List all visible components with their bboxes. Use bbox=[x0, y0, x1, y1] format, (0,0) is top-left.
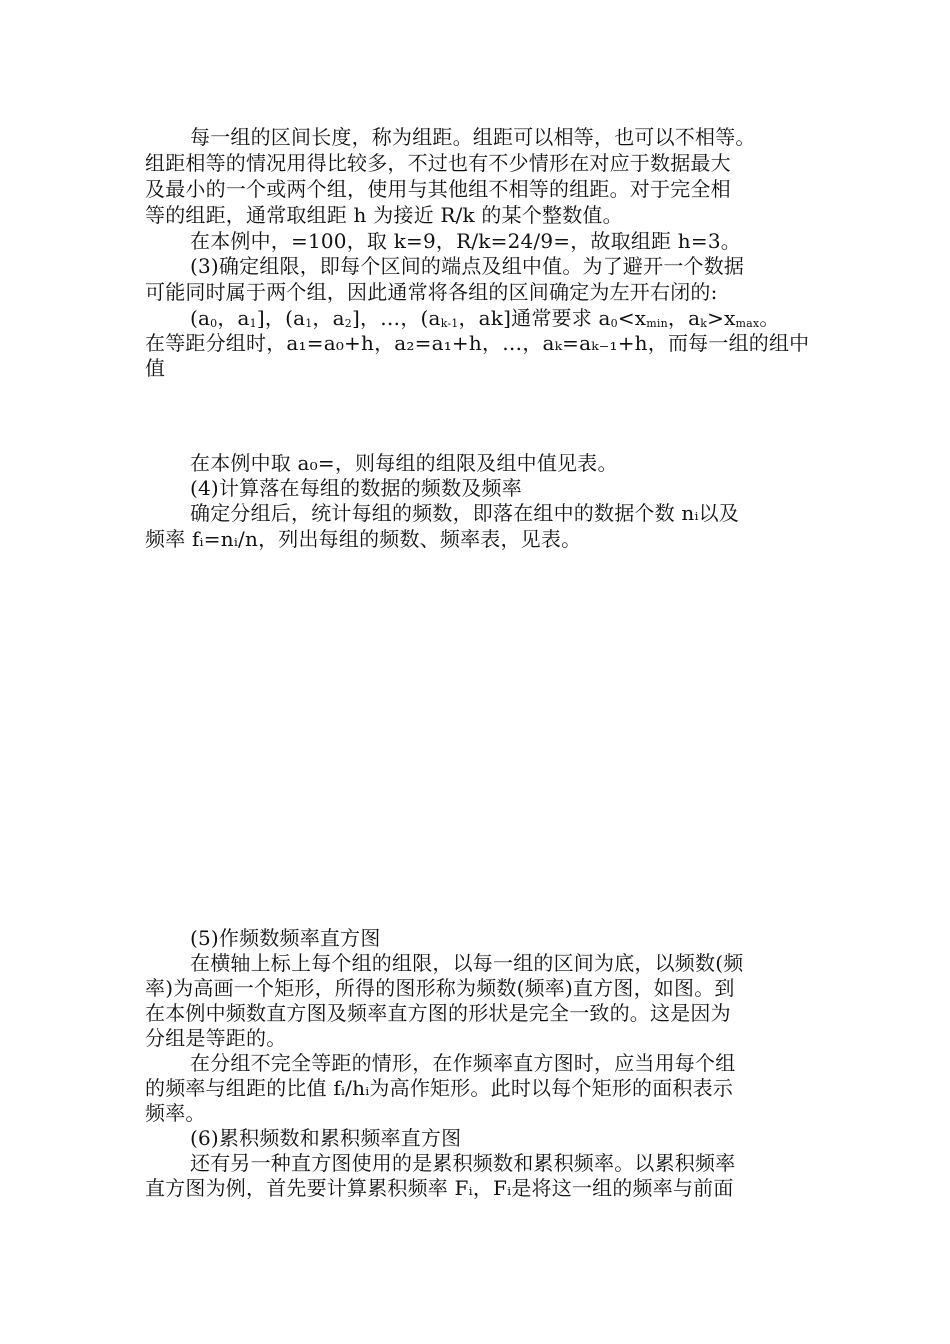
paragraph-line: 还有另一种直方图使用的是累积频数和累积频率。以累积频率 bbox=[190, 1151, 736, 1175]
section-heading-4: (4)计算落在每组的数据的频数及频率 bbox=[190, 476, 522, 500]
paragraph-line: 直方图为例，首先要计算累积频率 Fᵢ，Fᵢ是将这一组的频率与前面 bbox=[145, 1176, 734, 1200]
paragraph-line: 频率。 bbox=[145, 1101, 206, 1125]
paragraph-line: 在本例中，=100，取 k=9，R/k=24/9=，故取组距 h=3。 bbox=[190, 229, 741, 253]
paragraph-line: 每一组的区间长度，称为组距。组距可以相等，也可以不相等。 bbox=[190, 125, 756, 149]
paragraph-line: 在等距分组时，a₁=a₀+h，a₂=a₁+h，…，aₖ=aₖ₋₁+h，而每一组的组中 bbox=[145, 331, 810, 355]
paragraph-line: 及最小的一个或两个组，使用与其他组不相等的组距。对于完全相 bbox=[145, 177, 731, 201]
paragraph-line: 率)为高画一个矩形，所得的图形称为频数(频率)直方图，如图。到 bbox=[145, 976, 735, 1000]
paragraph-line: 等的组距，通常取组距 h 为接近 R/k 的某个整数值。 bbox=[145, 203, 623, 227]
paragraph-line: 在本例中频数直方图及频率直方图的形状是完全一致的。这是因为 bbox=[145, 1001, 731, 1025]
section-heading-6: (6)累积频数和累积频率直方图 bbox=[190, 1126, 462, 1150]
paragraph-line: 值 bbox=[145, 356, 166, 380]
paragraph-line: 在分组不完全等距的情形，在作频率直方图时，应当用每个组 bbox=[190, 1051, 736, 1075]
paragraph-line: 组距相等的情况用得比较多，不过也有不少情形在对应于数据最大 bbox=[145, 151, 731, 175]
paragraph-line: 在本例中取 a₀=，则每组的组限及组中值见表。 bbox=[190, 451, 618, 475]
interval-formula-line: ($a_0$，$a_1$]，($a_1$，$a_2$]，…，($a_{k-1}$，ak]通常要求 $a_0<x_{min}$，$a_k>x_{max}$。 bbox=[190, 306, 780, 330]
section-heading-5: (5)作频数频率直方图 bbox=[190, 926, 381, 950]
paragraph-line: 分组是等距的。 bbox=[145, 1026, 287, 1050]
paragraph-line: 的频率与组距的比值 fᵢ/hᵢ为高作矩形。此时以每个矩形的面积表示 bbox=[145, 1076, 734, 1100]
paragraph-line: 在横轴上标上每个组的组限，以每一组的区间为底，以频数(频 bbox=[190, 951, 744, 975]
section-heading-3: (3)确定组限，即每个区间的端点及组中值。为了避开一个数据 bbox=[190, 254, 745, 278]
paragraph-line: 确定分组后，统计每组的频数，即落在组中的数据个数 nᵢ以及 bbox=[190, 501, 740, 525]
paragraph-line: 频率 fᵢ=nᵢ/n，列出每组的频数、频率表，见表。 bbox=[145, 527, 582, 551]
paragraph-line: 可能同时属于两个组，因此通常将各组的区间确定为左开右闭的: bbox=[145, 280, 718, 304]
